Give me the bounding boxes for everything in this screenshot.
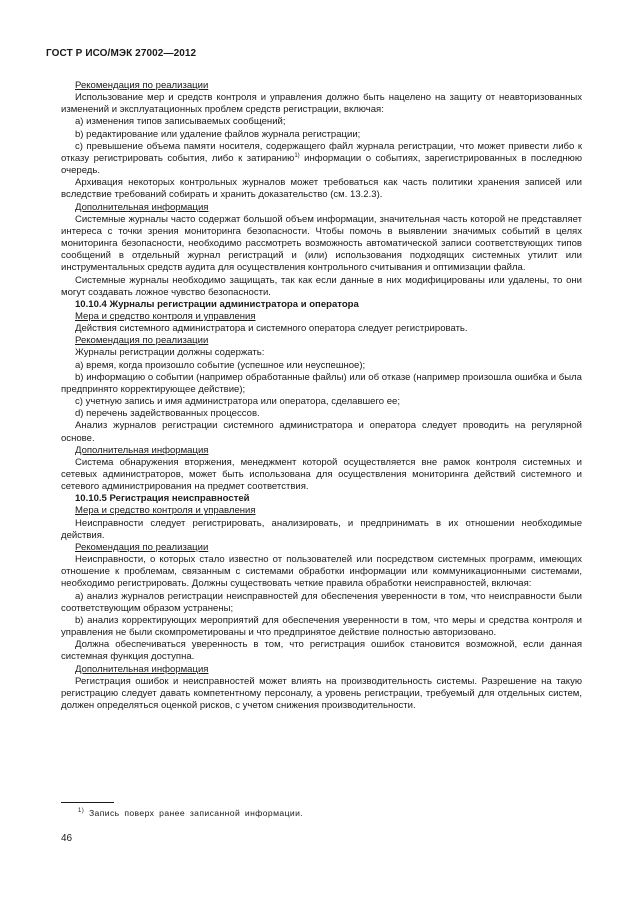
footnote-reference: 1) — [294, 152, 300, 159]
paragraph: Должна обеспечиваться уверенность в том, что регистрация ошибок становится возможной, если данная системная функция доступна. — [61, 639, 582, 663]
subheading: Дополнительная информация — [75, 201, 209, 213]
paragraph: Системные журналы часто содержат большой объем информации, значительная часть которой не представляет интереса с точки зрения мониторинга безопасности. Чтобы помочь в выявлении значимых событий в целях мониторинга безопасности, необходимо рассмотреть возможность автоматической записи соответствующих типов сообщений в отдельный журнал регистраций и (или) использования подходящих системных утилит или инструментальных средств аудита для осуществления контрольного считывания и оптимизации файла. — [61, 213, 582, 274]
paragraph: с) учетную запись и имя администратора или оператора, сделавшего ее; — [75, 396, 400, 408]
paragraph-text: с) превышение объема памяти носителя, содержащего файл журнала регистрации, что может привести либо к отказу регистрировать события, либо к затиранию — [61, 140, 582, 164]
paragraph: Действия системного администратора и системного оператора следует регистрировать. — [75, 323, 468, 335]
subheading: Рекомендация по реализации — [75, 541, 209, 553]
paragraph: Системные журналы необходимо защищать, так как если данные в них модифицированы или удалены, то они могут создавать ложное чувство безопасности. — [61, 274, 582, 298]
section-heading: 10.10.4 Журналы регистрации администратора и оператора — [75, 298, 359, 310]
paragraph: Анализ журналов регистрации системного администратора и оператора следует проводить на регулярной основе. — [61, 420, 582, 444]
paragraph — [61, 141, 582, 177]
page-number: 46 — [61, 833, 73, 844]
document-header: ГОСТ Р ИСО/МЭК 27002—2012 — [46, 48, 197, 59]
subheading: Рекомендация по реализации — [75, 335, 209, 347]
subheading: Мера и средство контроля и управления — [75, 505, 256, 517]
paragraph: Система обнаружения вторжения, менеджмент которой осуществляется вне рамок контроля системных и сетевых администраторов, может быть использована для осуществления мониторинга действий системного и сетевого администрирования на предмет соответствия. — [61, 456, 582, 493]
paragraph: Регистрация ошибок и неисправностей может влиять на производительность системы. Разрешение на такую регистрацию следует давать компетентному персоналу, а уровень регистрации, требуемый для отдельных систем, должен определяться оценкой рисков, с учетом снижения производительности. — [61, 675, 582, 711]
paragraph: Неисправности следует регистрировать, анализировать, и предпринимать в их отношении необходимые действия. — [61, 517, 582, 541]
paragraph-text: информации о событиях, зарегистрированных в последнюю очередь. — [61, 152, 582, 177]
paragraph: d) перечень задействованных процессов. — [75, 408, 260, 420]
paragraph: а) анализ журналов регистрации неисправностей для обеспечения уверенности в том, что неисправности были соответствующим образом устранены; — [61, 590, 582, 614]
paragraph: Журналы регистрации должны содержать: — [75, 347, 265, 359]
paragraph: b) анализ корректирующих мероприятий для обеспечения уверенности в том, что меры и средства контроля и управления не были скомпрометированы и что предпринятое действие полностью авторизовано. — [61, 614, 582, 639]
subheading: Дополнительная информация — [75, 663, 209, 675]
paragraph: Неисправности, о которых стало известно от пользователей или посредством системных программ, имеющих отношение к проблемам, связанным с системами обработки информации или коммуникационными системами, необходимо регистрировать. Должны существовать четкие правила обработки неисправностей, включая: — [61, 554, 582, 590]
paragraph: а) время, когда произошло событие (успешное или неуспешное); — [75, 359, 366, 371]
footnote — [78, 808, 303, 818]
paragraph: а) изменения типов записываемых сообщений; — [75, 116, 286, 128]
subheading: Мера и средство контроля и управления — [75, 310, 256, 322]
section-heading: 10.10.5 Регистрация неисправностей — [75, 493, 250, 505]
subheading: Дополнительная информация — [75, 444, 209, 456]
paragraph: Архивация некоторых контрольных журналов может требоваться как часть политики хранения записей или вследствие требований собирать и хранить доказательство (см. 13.2.3). — [61, 177, 582, 201]
subheading: Рекомендация по реализации — [75, 80, 209, 91]
document-body — [61, 80, 582, 712]
footnote-text: Запись поверх ранее записанной информации. — [88, 808, 304, 818]
footnote-mark: 1) — [78, 808, 85, 814]
paragraph: b) редактирование или удаление файлов журнала регистрации; — [75, 128, 361, 140]
paragraph: b) информацию о событии (например обработанные файлы) или об отказе (например произошла ошибка и была предпринято корректирующее действие); — [61, 371, 582, 395]
footnote-rule — [61, 802, 114, 803]
paragraph: Использование мер и средств контроля и управления должно быть нацелено на защиту от неавторизованных изменений и эксплуатационных проблем средств регистрации, включая: — [61, 92, 582, 116]
